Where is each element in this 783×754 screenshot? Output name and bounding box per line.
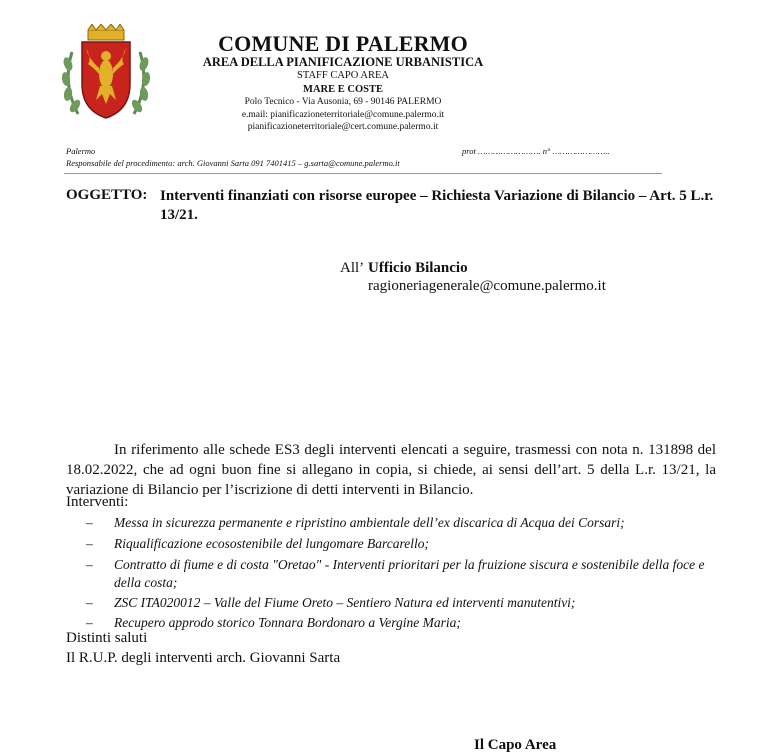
list-dash: – (86, 615, 93, 630)
recipient-email: ragioneriagenerale@comune.palermo.it (368, 278, 606, 294)
letter-city: Palermo (66, 146, 96, 156)
list-item-text: Contratto di fiume e di costa "Oretao" - Interventi prioritari per la fruizione siscura e sostenibile della foce e della costa; (114, 557, 705, 590)
list-item-text: Messa in sicurezza permanente e ripristino ambientale dell’ex discarica di Acqua dei Corsari; (114, 515, 625, 530)
office-address: Polo Tecnico - Via Ausonia, 69 - 90146 PALERMO (244, 97, 442, 107)
signature-title: Il Capo Area (474, 737, 557, 753)
list-dash: – (86, 515, 93, 530)
body-paragraph: In riferimento alle schede ES3 degli interventi elencati a seguire, trasmessi con nota n. 131898 del 18.02.2022, che ad ogni buon fine si allegano in copia, si chiede, ai sensi dell’art. 5 della L.r. 13/21, la variazione di Bilancio per l’iscrizione di detti interventi in Bilancio. (66, 442, 716, 498)
list-item-text: Riqualificazione ecosostenibile del lungomare Barcarello; (114, 536, 429, 551)
list-dash: – (86, 595, 93, 610)
subject-text: Interventi finanziati con risorse europee – Richiesta Variazione di Bilancio – Art. 5 L.r. 13/21. (160, 188, 714, 223)
protocol-number: prot ……………………. n° ………………….. (462, 146, 610, 156)
municipality-title: COMUNE DI PALERMO (218, 31, 468, 56)
recipient-prefix: All’ (340, 260, 365, 276)
header-divider (64, 173, 662, 174)
list-dash: – (86, 536, 93, 551)
responsible-person: Responsabile del procedimento: arch. Giovanni Sarta 091 7401415 – g.sarta@comune.palermo.it (66, 158, 400, 168)
department-area: AREA DELLA PIANIFICAZIONE URBANISTICA (202, 55, 484, 69)
list-dash: – (86, 557, 93, 572)
list-item-text: ZSC ITA020012 – Valle del Fiume Oreto – Sentiero Natura ed interventi manutentivi; (114, 595, 576, 610)
office-email: e.mail: pianificazioneterritoriale@comune.palermo.it (241, 110, 445, 120)
recipient-office: Ufficio Bilancio (368, 260, 468, 276)
interventions-label: Interventi: (66, 494, 129, 510)
subject-label: OGGETTO: (66, 187, 148, 203)
unit-name: MARE E COSTE (303, 84, 383, 95)
closing-greeting: Distinti saluti (66, 630, 148, 646)
list-item-text: Recupero approdo storico Tonnara Bordonaro a Vergine Maria; (114, 615, 461, 630)
palermo-coat-of-arms-icon (58, 24, 154, 124)
rup-signature: Il R.U.P. degli interventi arch. Giovanni Sarta (66, 650, 341, 666)
staff-label: STAFF CAPO AREA (297, 70, 389, 81)
office-pec: pianificazioneterritoriale@cert.comune.palermo.it (247, 122, 439, 132)
